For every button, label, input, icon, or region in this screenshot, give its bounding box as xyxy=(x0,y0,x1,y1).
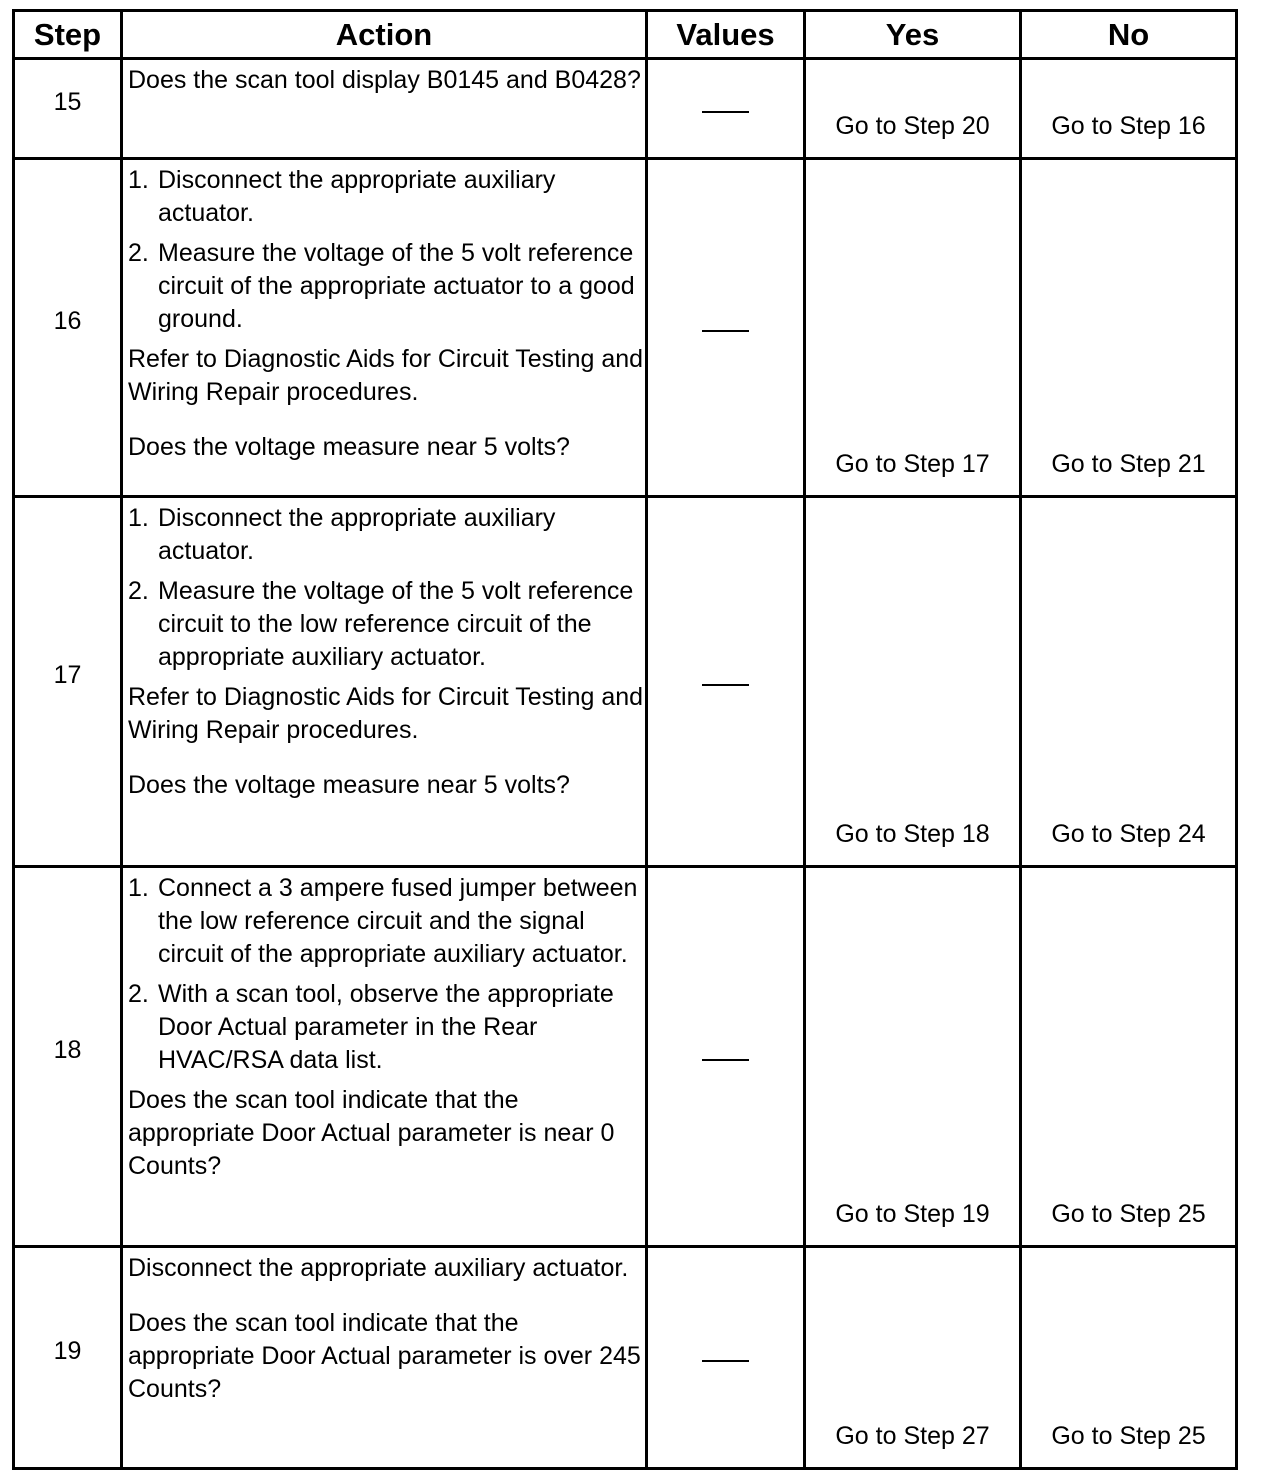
procedure-item: 1. Disconnect the appropriate auxiliary actuator. xyxy=(128,166,556,227)
note-text: Refer to Diagnostic Aids for Circuit Testing and Wiring Repair procedures. xyxy=(128,683,644,744)
table-row-step-18 xyxy=(14,867,1237,1247)
header-step: Step xyxy=(14,11,122,59)
procedure-item-text: With a scan tool, observe the appropriate Door Actual parameter in the Rear HVAC/RSA data list. xyxy=(158,980,614,1074)
step-number-text: 15 xyxy=(53,88,82,116)
no-cell: Go to Step 24 xyxy=(1021,497,1237,867)
table-row-step-17 xyxy=(14,497,1237,867)
table-row-step-16 xyxy=(14,159,1237,497)
question-text: Does the scan tool indicate that the appropriate Door Actual parameter is near 0 Counts? xyxy=(128,1086,615,1180)
action-cell xyxy=(122,867,647,1247)
intro-text: Disconnect the appropriate auxiliary actuator. xyxy=(128,1254,629,1282)
no-cell: Go to Step 25 xyxy=(1021,867,1237,1247)
values-cell xyxy=(647,1247,805,1469)
procedure-item-text: Measure the voltage of the 5 volt reference circuit of the appropriate actuator to a good ground. xyxy=(158,239,635,333)
yes-cell: Go to Step 27 xyxy=(805,1247,1021,1469)
step-number-text: 19 xyxy=(53,1337,82,1365)
header-values: Values xyxy=(647,11,805,59)
procedure-list xyxy=(128,164,645,336)
procedure-item: 2. Measure the voltage of the 5 volt reference circuit to the low reference circuit of the appropriate auxiliary actuator. xyxy=(128,577,634,671)
procedure-item-text: Connect a 3 ampere fused jumper between the low reference circuit and the signal circuit of the appropriate auxiliary actuator. xyxy=(158,874,638,968)
procedure-item-text: Disconnect the appropriate auxiliary actuator. xyxy=(158,504,556,565)
dash-mark xyxy=(702,111,749,113)
yes-cell: Go to Step 18 xyxy=(805,497,1021,867)
header-action: Action xyxy=(122,11,647,59)
step-number xyxy=(14,1247,122,1469)
header-row xyxy=(14,11,1237,59)
step-number xyxy=(14,867,122,1247)
header-yes: Yes xyxy=(805,11,1021,59)
step-number xyxy=(14,159,122,497)
action-cell xyxy=(122,1247,647,1469)
procedure-item: 2. Measure the voltage of the 5 volt reference circuit of the appropriate actuator to a good ground. xyxy=(128,239,635,333)
question-text: Does the voltage measure near 5 volts? xyxy=(128,771,570,799)
values-cell xyxy=(647,497,805,867)
action-cell xyxy=(122,159,647,497)
dash-mark xyxy=(702,330,749,332)
no-cell: Go to Step 16 xyxy=(1021,59,1237,159)
step-number-text: 18 xyxy=(53,1036,82,1064)
procedure-item-text: Measure the voltage of the 5 volt reference circuit to the low reference circuit of the appropriate auxiliary actuator. xyxy=(158,577,634,671)
yes-cell: Go to Step 17 xyxy=(805,159,1021,497)
question-text: Does the scan tool indicate that the appropriate Door Actual parameter is over 245 Counts? xyxy=(128,1309,641,1403)
action-cell xyxy=(122,59,647,159)
procedure-list xyxy=(128,872,645,1077)
dash-mark xyxy=(702,1360,749,1362)
dash-mark xyxy=(702,684,749,686)
step-number-text: 16 xyxy=(53,307,82,335)
step-number xyxy=(14,59,122,159)
procedure-item-text: Disconnect the appropriate auxiliary actuator. xyxy=(158,166,556,227)
step-number-text: 17 xyxy=(53,661,82,689)
table-row-step-19 xyxy=(14,1247,1237,1469)
values-cell xyxy=(647,159,805,497)
question-text: Does the scan tool display B0145 and B0428? xyxy=(128,66,641,94)
yes-cell: Go to Step 20 xyxy=(805,59,1021,159)
yes-cell: Go to Step 19 xyxy=(805,867,1021,1247)
diagnostic-table xyxy=(12,9,1238,1470)
no-cell: Go to Step 21 xyxy=(1021,159,1237,497)
dash-mark xyxy=(702,1059,749,1061)
note-text: Refer to Diagnostic Aids for Circuit Testing and Wiring Repair procedures. xyxy=(128,345,644,406)
action-cell xyxy=(122,497,647,867)
values-cell xyxy=(647,867,805,1247)
procedure-list xyxy=(128,502,645,674)
question-text: Does the voltage measure near 5 volts? xyxy=(128,433,570,461)
procedure-item: 2. With a scan tool, observe the appropriate Door Actual parameter in the Rear HVAC/RSA data list. xyxy=(128,980,614,1074)
table-row-step-15 xyxy=(14,59,1237,159)
procedure-item: 1. Disconnect the appropriate auxiliary actuator. xyxy=(128,504,556,565)
step-number xyxy=(14,497,122,867)
values-cell xyxy=(647,59,805,159)
procedure-item: 1. Connect a 3 ampere fused jumper between the low reference circuit and the signal circuit of the appropriate auxiliary actuator. xyxy=(128,874,638,968)
header-no: No xyxy=(1021,11,1237,59)
no-cell: Go to Step 25 xyxy=(1021,1247,1237,1469)
